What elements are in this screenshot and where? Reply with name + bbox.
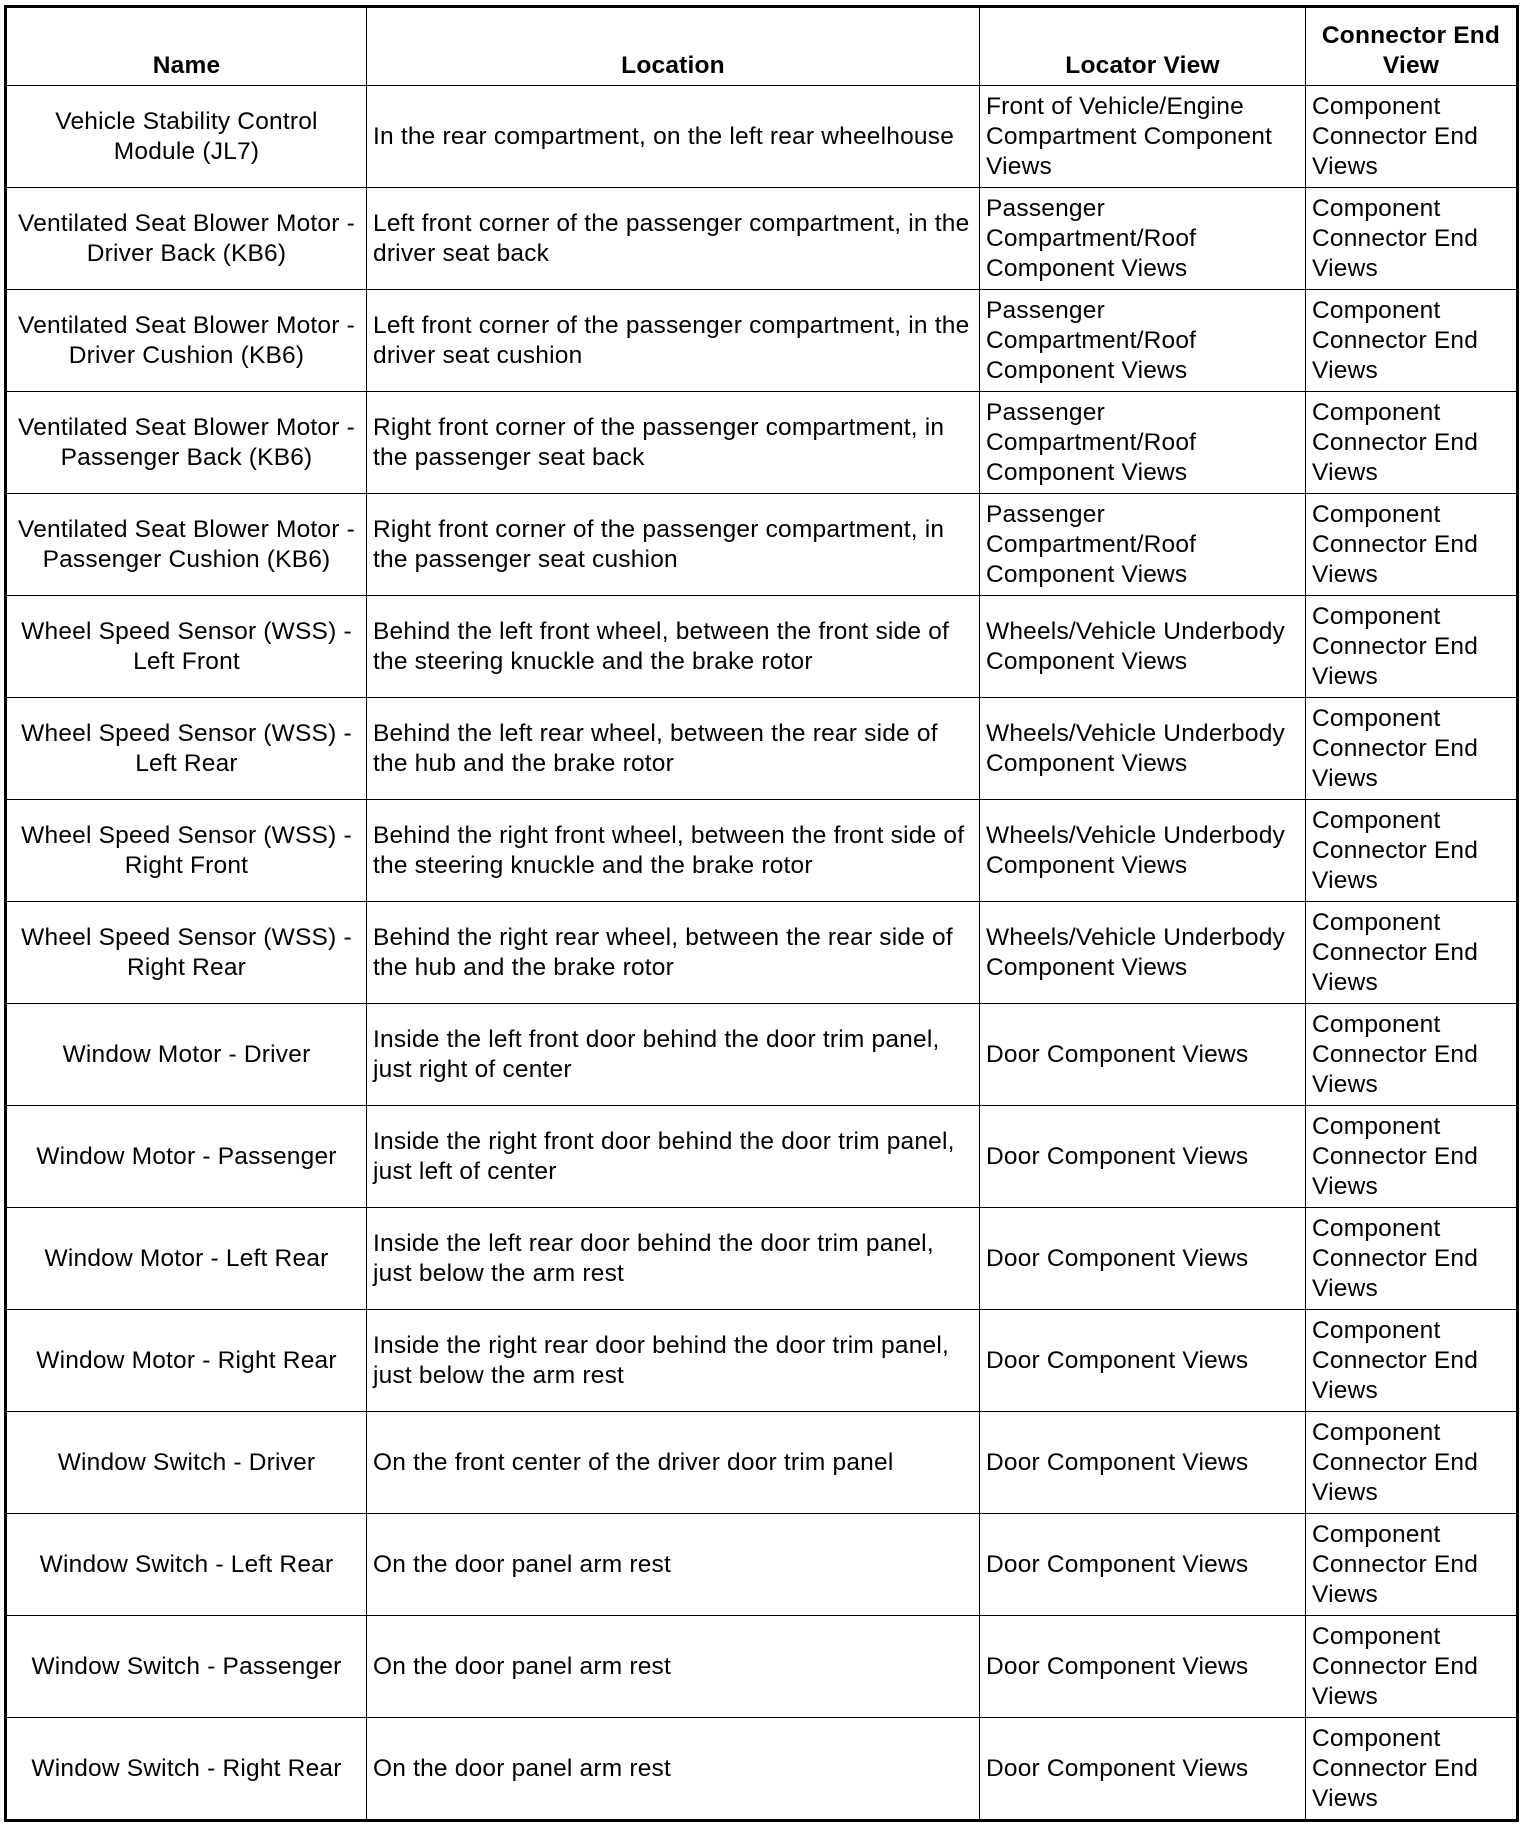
locator-view-cell: Front of Vehicle/Engine Compartment Component Views [980, 86, 1306, 188]
header-row [6, 7, 1518, 86]
locator-view-cell: Door Component Views [980, 1616, 1306, 1718]
name-cell: Ventilated Seat Blower Motor - Passenger Cushion (KB6) [6, 494, 367, 596]
location-cell: Inside the left rear door behind the door trim panel, just below the arm rest [367, 1208, 980, 1310]
table-row [6, 1718, 1518, 1821]
location-cell: Behind the right front wheel, between the front side of the steering knuckle and the brake rotor [367, 800, 980, 902]
location-cell: Left front corner of the passenger compartment, in the driver seat cushion [367, 290, 980, 392]
table-row [6, 1412, 1518, 1514]
header-name: Name [6, 7, 367, 86]
table-row [6, 1106, 1518, 1208]
name-cell: Ventilated Seat Blower Motor - Driver Back (KB6) [6, 188, 367, 290]
location-cell: Right front corner of the passenger compartment, in the passenger seat cushion [367, 494, 980, 596]
locator-view-cell: Passenger Compartment/Roof Component Views [980, 290, 1306, 392]
location-cell: On the door panel arm rest [367, 1514, 980, 1616]
table-row [6, 1514, 1518, 1616]
name-cell: Wheel Speed Sensor (WSS) - Left Front [6, 596, 367, 698]
name-cell: Window Switch - Passenger [6, 1616, 367, 1718]
name-cell: Ventilated Seat Blower Motor - Passenger Back (KB6) [6, 392, 367, 494]
locator-view-cell: Door Component Views [980, 1004, 1306, 1106]
table-row [6, 1310, 1518, 1412]
table-row [6, 1616, 1518, 1718]
table-row [6, 1004, 1518, 1106]
name-cell: Window Motor - Passenger [6, 1106, 367, 1208]
name-cell: Vehicle Stability Control Module (JL7) [6, 86, 367, 188]
connector-end-view-cell: Component Connector End Views [1306, 596, 1518, 698]
connector-end-view-cell: Component Connector End Views [1306, 1616, 1518, 1718]
location-cell: Right front corner of the passenger compartment, in the passenger seat back [367, 392, 980, 494]
name-cell: Window Motor - Driver [6, 1004, 367, 1106]
name-cell: Ventilated Seat Blower Motor - Driver Cushion (KB6) [6, 290, 367, 392]
locator-view-cell: Door Component Views [980, 1412, 1306, 1514]
location-cell: Behind the right rear wheel, between the rear side of the hub and the brake rotor [367, 902, 980, 1004]
table-row [6, 290, 1518, 392]
connector-end-view-cell: Component Connector End Views [1306, 1106, 1518, 1208]
table-row [6, 596, 1518, 698]
connector-end-view-cell: Component Connector End Views [1306, 1310, 1518, 1412]
table-row [6, 494, 1518, 596]
locator-view-cell: Door Component Views [980, 1208, 1306, 1310]
connector-end-view-cell: Component Connector End Views [1306, 1208, 1518, 1310]
header-locator-view: Locator View [980, 7, 1306, 86]
locator-view-cell: Door Component Views [980, 1514, 1306, 1616]
component-locator-sheet [4, 5, 1516, 1822]
connector-end-view-cell: Component Connector End Views [1306, 188, 1518, 290]
connector-end-view-cell: Component Connector End Views [1306, 800, 1518, 902]
name-cell: Window Motor - Right Rear [6, 1310, 367, 1412]
connector-end-view-cell: Component Connector End Views [1306, 698, 1518, 800]
name-cell: Wheel Speed Sensor (WSS) - Right Front [6, 800, 367, 902]
location-cell: On the front center of the driver door trim panel [367, 1412, 980, 1514]
location-cell: On the door panel arm rest [367, 1616, 980, 1718]
name-cell: Window Motor - Left Rear [6, 1208, 367, 1310]
location-cell: Inside the left front door behind the door trim panel, just right of center [367, 1004, 980, 1106]
connector-end-view-cell: Component Connector End Views [1306, 1514, 1518, 1616]
location-cell: Behind the left rear wheel, between the rear side of the hub and the brake rotor [367, 698, 980, 800]
locator-view-cell: Wheels/Vehicle Underbody Component Views [980, 800, 1306, 902]
name-cell: Wheel Speed Sensor (WSS) - Right Rear [6, 902, 367, 1004]
locator-view-cell: Wheels/Vehicle Underbody Component Views [980, 596, 1306, 698]
connector-end-view-cell: Component Connector End Views [1306, 902, 1518, 1004]
table-row [6, 392, 1518, 494]
locator-view-cell: Wheels/Vehicle Underbody Component Views [980, 902, 1306, 1004]
table-row [6, 800, 1518, 902]
table-row [6, 902, 1518, 1004]
location-cell: In the rear compartment, on the left rear wheelhouse [367, 86, 980, 188]
connector-end-view-cell: Component Connector End Views [1306, 1412, 1518, 1514]
name-cell: Window Switch - Left Rear [6, 1514, 367, 1616]
locator-view-cell: Door Component Views [980, 1310, 1306, 1412]
name-cell: Window Switch - Driver [6, 1412, 367, 1514]
locator-view-cell: Passenger Compartment/Roof Component Views [980, 392, 1306, 494]
location-cell: On the door panel arm rest [367, 1718, 980, 1821]
connector-end-view-cell: Component Connector End Views [1306, 392, 1518, 494]
locator-view-cell: Passenger Compartment/Roof Component Views [980, 494, 1306, 596]
locator-view-cell: Door Component Views [980, 1718, 1306, 1821]
header-location: Location [367, 7, 980, 86]
connector-end-view-cell: Component Connector End Views [1306, 1718, 1518, 1821]
name-cell: Wheel Speed Sensor (WSS) - Left Rear [6, 698, 367, 800]
table-body [6, 86, 1518, 1821]
component-locator-table [4, 5, 1519, 1822]
connector-end-view-cell: Component Connector End Views [1306, 86, 1518, 188]
locator-view-cell: Wheels/Vehicle Underbody Component Views [980, 698, 1306, 800]
table-row [6, 86, 1518, 188]
table-row [6, 698, 1518, 800]
table-row [6, 188, 1518, 290]
name-cell: Window Switch - Right Rear [6, 1718, 367, 1821]
connector-end-view-cell: Component Connector End Views [1306, 1004, 1518, 1106]
locator-view-cell: Passenger Compartment/Roof Component Views [980, 188, 1306, 290]
connector-end-view-cell: Component Connector End Views [1306, 494, 1518, 596]
header-connector-end-view: Connector End View [1306, 7, 1518, 86]
table-row [6, 1208, 1518, 1310]
locator-view-cell: Door Component Views [980, 1106, 1306, 1208]
location-cell: Left front corner of the passenger compartment, in the driver seat back [367, 188, 980, 290]
location-cell: Inside the right rear door behind the door trim panel, just below the arm rest [367, 1310, 980, 1412]
location-cell: Behind the left front wheel, between the front side of the steering knuckle and the brake rotor [367, 596, 980, 698]
location-cell: Inside the right front door behind the door trim panel, just left of center [367, 1106, 980, 1208]
connector-end-view-cell: Component Connector End Views [1306, 290, 1518, 392]
